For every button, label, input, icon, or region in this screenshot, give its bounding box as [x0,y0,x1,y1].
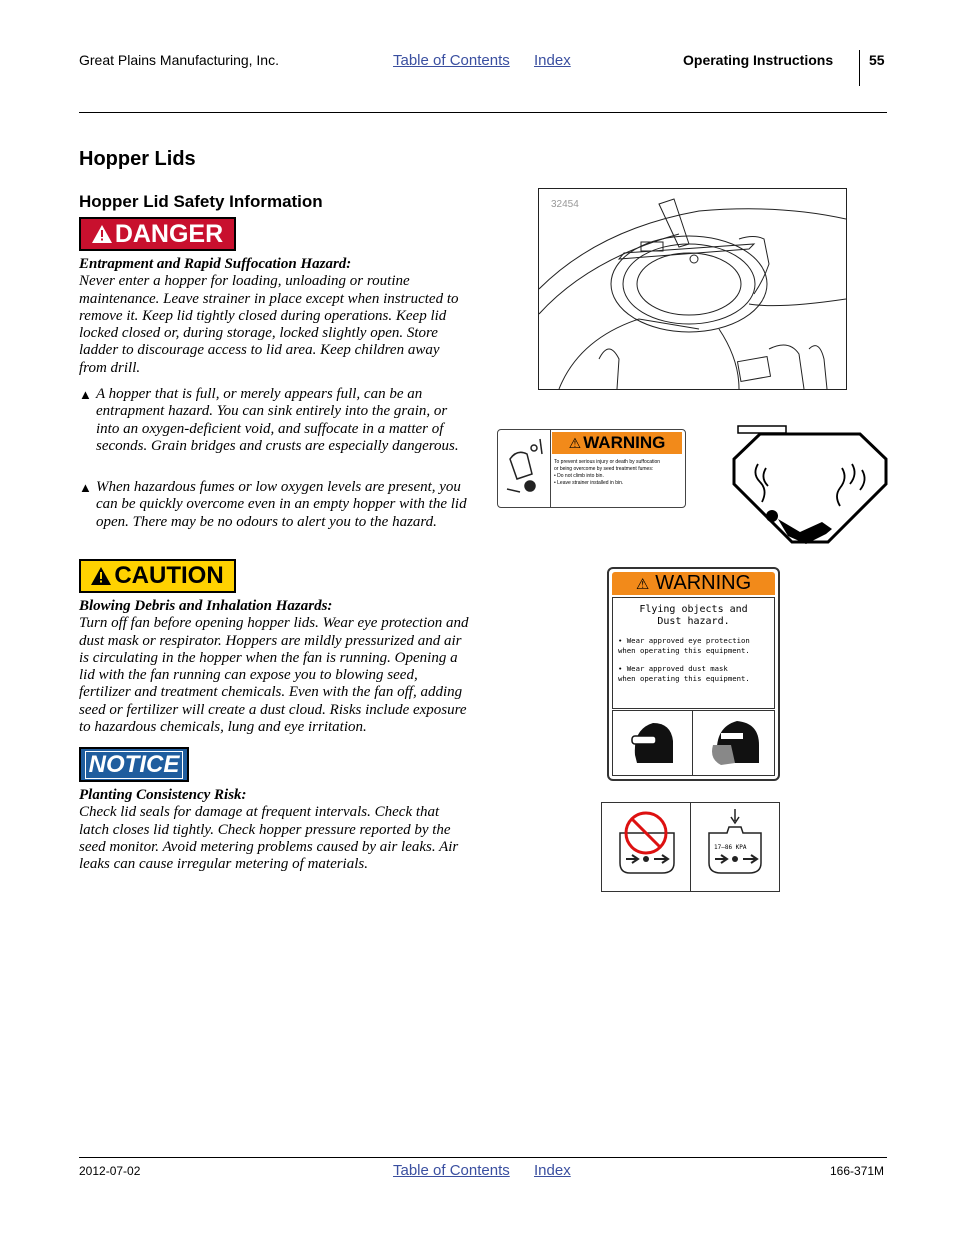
hopper-lid-figure [538,188,847,390]
warning-decal2-pictograms [612,710,775,776]
footer-rule [79,1157,887,1158]
header-rule [79,112,887,113]
warning-decal-suffocation [497,429,686,508]
danger-bullet-2: ▲ When hazardous fumes or low oxygen levels are present, you can be quickly overcome even in an empty hopper with the lid open. There may be no odours to alert you to the hazard. [79,479,467,530]
caution-body: Turn off fan before opening hopper lids. Wear eye protection and dust mask or respirator. Hoppers are mildly pressurized and air is circulating in the hopper when the fan is running. Opening a lid with the fan running can expose you to blowing seed, fertilizer and treatment chemicals. Even with the fan off, adding seed or fertilizer will create a dust cloud. Risks include exposure to hazardous chemicals, lung and eye irritation. [79,615,469,736]
notice-text [79,787,471,873]
caution-label: CAUTION [114,562,224,589]
footer-toc-link[interactable]: Table of Contents [393,1162,510,1179]
figure-id: 32454 [551,199,579,210]
header-toc-link[interactable]: Table of Contents [393,52,510,69]
caution-sign [79,559,236,593]
header-section: Operating Instructions [683,52,834,68]
notice-body: Check lid seals for damage at frequent intervals. Check that latch closes lid tightly. Check hopper pressure reported by the seed monitor. Avoid metering problems caused by air leaks. Air leaks can cause irregular metering of materials. [79,804,459,873]
warning-decal2-label: WARNING [655,572,752,594]
hopper-entrapment-pictogram [730,424,890,549]
section-subtitle: Hopper Lid Safety Information [79,192,323,211]
bullet-triangle-icon: ▲ [79,387,92,402]
warning-decal2-textbox: Flying objects and Dust hazard. • Wear approved eye protection when operating this equipment. • Wear approved dust mask when operating this equipment. [612,597,775,709]
header-index-link[interactable]: Index [534,52,571,69]
no-open-lid-icon [602,803,690,891]
notice-hazard-title: Planting Consistency Risk: [79,787,247,803]
bullet-triangle-icon: ▲ [79,480,92,495]
caution-text [79,598,471,736]
page-number: 55 [869,52,885,68]
warning-decal-banner [552,432,682,454]
pressure-range: 17—86 KPA [714,844,747,851]
notice-label: NOTICE [85,751,184,779]
hopper-lid-drawing [539,189,846,389]
danger-body: Never enter a hopper for loading, unloading or routine maintenance. Leave strainer in place except when instructed to remove it. Keep lid tightly closed during operations. Keep lid locked closed or, during storage, locked slightly open. Store ladder to discourage access to lid area. Keep children away from drill. [79,273,459,376]
page-title: Hopper Lids [79,148,196,170]
alert-triangle-icon [91,567,111,585]
dust-mask-icon [712,721,759,765]
footer-date: 2012-07-02 [79,1164,141,1178]
header-company: Great Plains Manufacturing, Inc. [79,52,279,68]
warning-decal-text: To prevent serious injury or death by suffocation or being overcome by seed treatment fumes: • Do not climb into bin. • Leave strainer installed in bin. [554,459,661,486]
warning-icon: ⚠ [568,434,582,451]
danger-sign [79,217,236,251]
danger-hazard-title: Entrapment and Rapid Suffocation Hazard: [79,256,352,272]
caution-hazard-title: Blowing Debris and Inhalation Hazards: [79,598,333,614]
eye-protection-icon [632,723,673,763]
warning-icon: ⚠ [635,575,650,593]
warning-decal2-banner [612,572,775,595]
danger-label: DANGER [114,219,224,248]
alert-triangle-icon [92,225,112,243]
danger-bullet-1: ▲ A hopper that is full, or merely appears full, can be an entrapment hazard. You can sink entirely into the grain, or into an oxygen-deficient void, and suffocate in a matter of seconds. Grain bridges and crusts are especially dangerous. [79,386,459,454]
warning-decal-flying-objects [607,567,780,781]
warning-decal-divider [550,430,551,507]
climbing-person-icon [502,434,552,504]
header-divider [859,50,860,86]
pressure-decal [601,802,780,892]
footer-index-link[interactable]: Index [534,1162,571,1179]
footer-doc-number: 166-371M [830,1164,885,1178]
danger-text [79,256,471,377]
warning-decal-label: WARNING [583,433,666,452]
notice-sign [79,747,189,782]
